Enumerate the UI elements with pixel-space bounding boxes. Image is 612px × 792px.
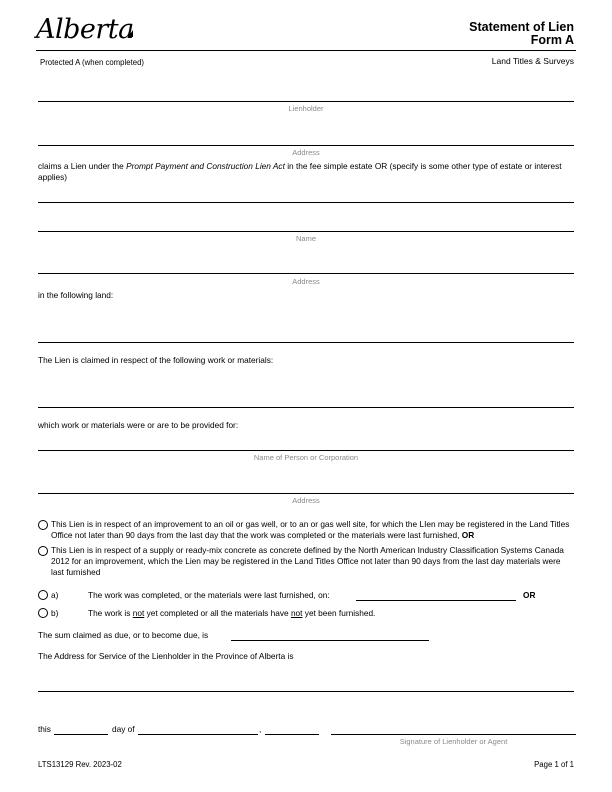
oil-gas-option-or: OR — [461, 530, 475, 540]
following-land-label: in the following land: — [38, 290, 114, 300]
alberta-logo — [36, 14, 136, 48]
option-b-not-1: not — [132, 608, 145, 618]
lienholder-address-caption: Address — [292, 148, 320, 157]
claims-prefix: claims a Lien under the — [38, 161, 127, 171]
signature-field[interactable] — [331, 734, 576, 735]
person-name-caption: Name of Person or Corporation — [253, 453, 359, 462]
owner-name-field[interactable] — [38, 231, 574, 232]
page-number: Page 1 of 1 — [534, 760, 574, 769]
estate-field[interactable] — [38, 202, 574, 203]
option-b-not-2: not — [290, 608, 303, 618]
form-title — [469, 21, 574, 47]
oil-gas-option-text — [51, 519, 575, 541]
lienholder-caption: Lienholder — [288, 104, 324, 113]
option-b-mid: yet completed or all the materials have — [144, 608, 291, 618]
address-for-service-field[interactable] — [38, 691, 574, 692]
work-materials-label: The Lien is claimed in respect of the following work or materials: — [38, 355, 274, 365]
owner-address-field[interactable] — [38, 273, 574, 274]
completion-date-field[interactable] — [356, 600, 516, 601]
work-materials-field[interactable] — [38, 407, 574, 408]
month-field[interactable] — [138, 734, 258, 735]
lienholder-address-field[interactable] — [38, 145, 574, 146]
person-name-field[interactable] — [38, 450, 574, 451]
person-address-caption: Address — [292, 496, 320, 505]
form-title-line2: Form A — [530, 33, 574, 47]
option-a-text: The work was completed, or the materials were last furnished, on: — [88, 590, 330, 600]
oil-gas-radio[interactable] — [38, 520, 48, 530]
option-b-text — [88, 608, 375, 619]
logo-mark — [128, 30, 133, 37]
address-for-service-label: The Address for Service of the Lienholder in the Province of Alberta is — [38, 651, 294, 661]
alberta-logo-text: Alberta — [36, 14, 134, 45]
provided-for-label: which work or materials were or are to be provided for: — [38, 420, 239, 430]
lienholder-field[interactable] — [38, 101, 574, 102]
owner-name-caption: Name — [295, 234, 316, 243]
form-title-line1: Statement of Lien — [469, 20, 574, 34]
this-label: this — [38, 724, 51, 734]
claims-act: Prompt Payment and Construction Lien Act — [126, 161, 285, 171]
option-a-radio[interactable] — [38, 590, 48, 600]
oil-gas-option-body: This Lien is in respect of an improvement to an oil or gas well, or to an or gas well site, for which the LIen may be registered in the Land Titles Office not later than 90 days from the last day that the work was completed or the materials were last furnished, — [51, 519, 570, 540]
land-description-field[interactable] — [38, 342, 574, 343]
sum-claimed-field[interactable] — [231, 640, 429, 641]
day-field[interactable] — [54, 734, 108, 735]
protected-label: Protected A (when completed) — [40, 58, 145, 67]
department-label: Land Titles & Surveys — [491, 56, 574, 66]
date-comma: , — [259, 724, 262, 734]
option-b-radio[interactable] — [38, 608, 48, 618]
concrete-radio[interactable] — [38, 546, 48, 556]
person-address-field[interactable] — [38, 493, 574, 494]
sum-claimed-label: The sum claimed as due, or to become due, is — [38, 630, 209, 640]
concrete-option-text: This Lien is in respect of a supply or ready-mix concrete as concrete defined by the North American Industry Classification Systems Canada 2012 for an improvement, which the Lien may be registered in the Land Titles Office not later than 90 days from the last day materials were last furnished — [51, 545, 564, 577]
claims-suffix: in the fee simple estate OR (specify is some other type of estate or interest applies) — [38, 161, 562, 182]
option-b-pre: The work is — [88, 608, 133, 618]
header-rule — [36, 50, 576, 51]
day-of-label: day of — [112, 724, 135, 734]
option-b-label: b) — [51, 608, 59, 618]
form-code: LTS13129 Rev. 2023-02 — [38, 760, 122, 769]
owner-address-caption: Address — [292, 277, 320, 286]
option-b-post: yet been furnished. — [302, 608, 376, 618]
option-a-label: a) — [51, 590, 59, 600]
year-field[interactable] — [265, 734, 319, 735]
claims-paragraph — [38, 161, 576, 183]
option-a-or: OR — [523, 590, 536, 600]
signature-caption: Signature of Lienholder or Agent — [399, 737, 508, 746]
